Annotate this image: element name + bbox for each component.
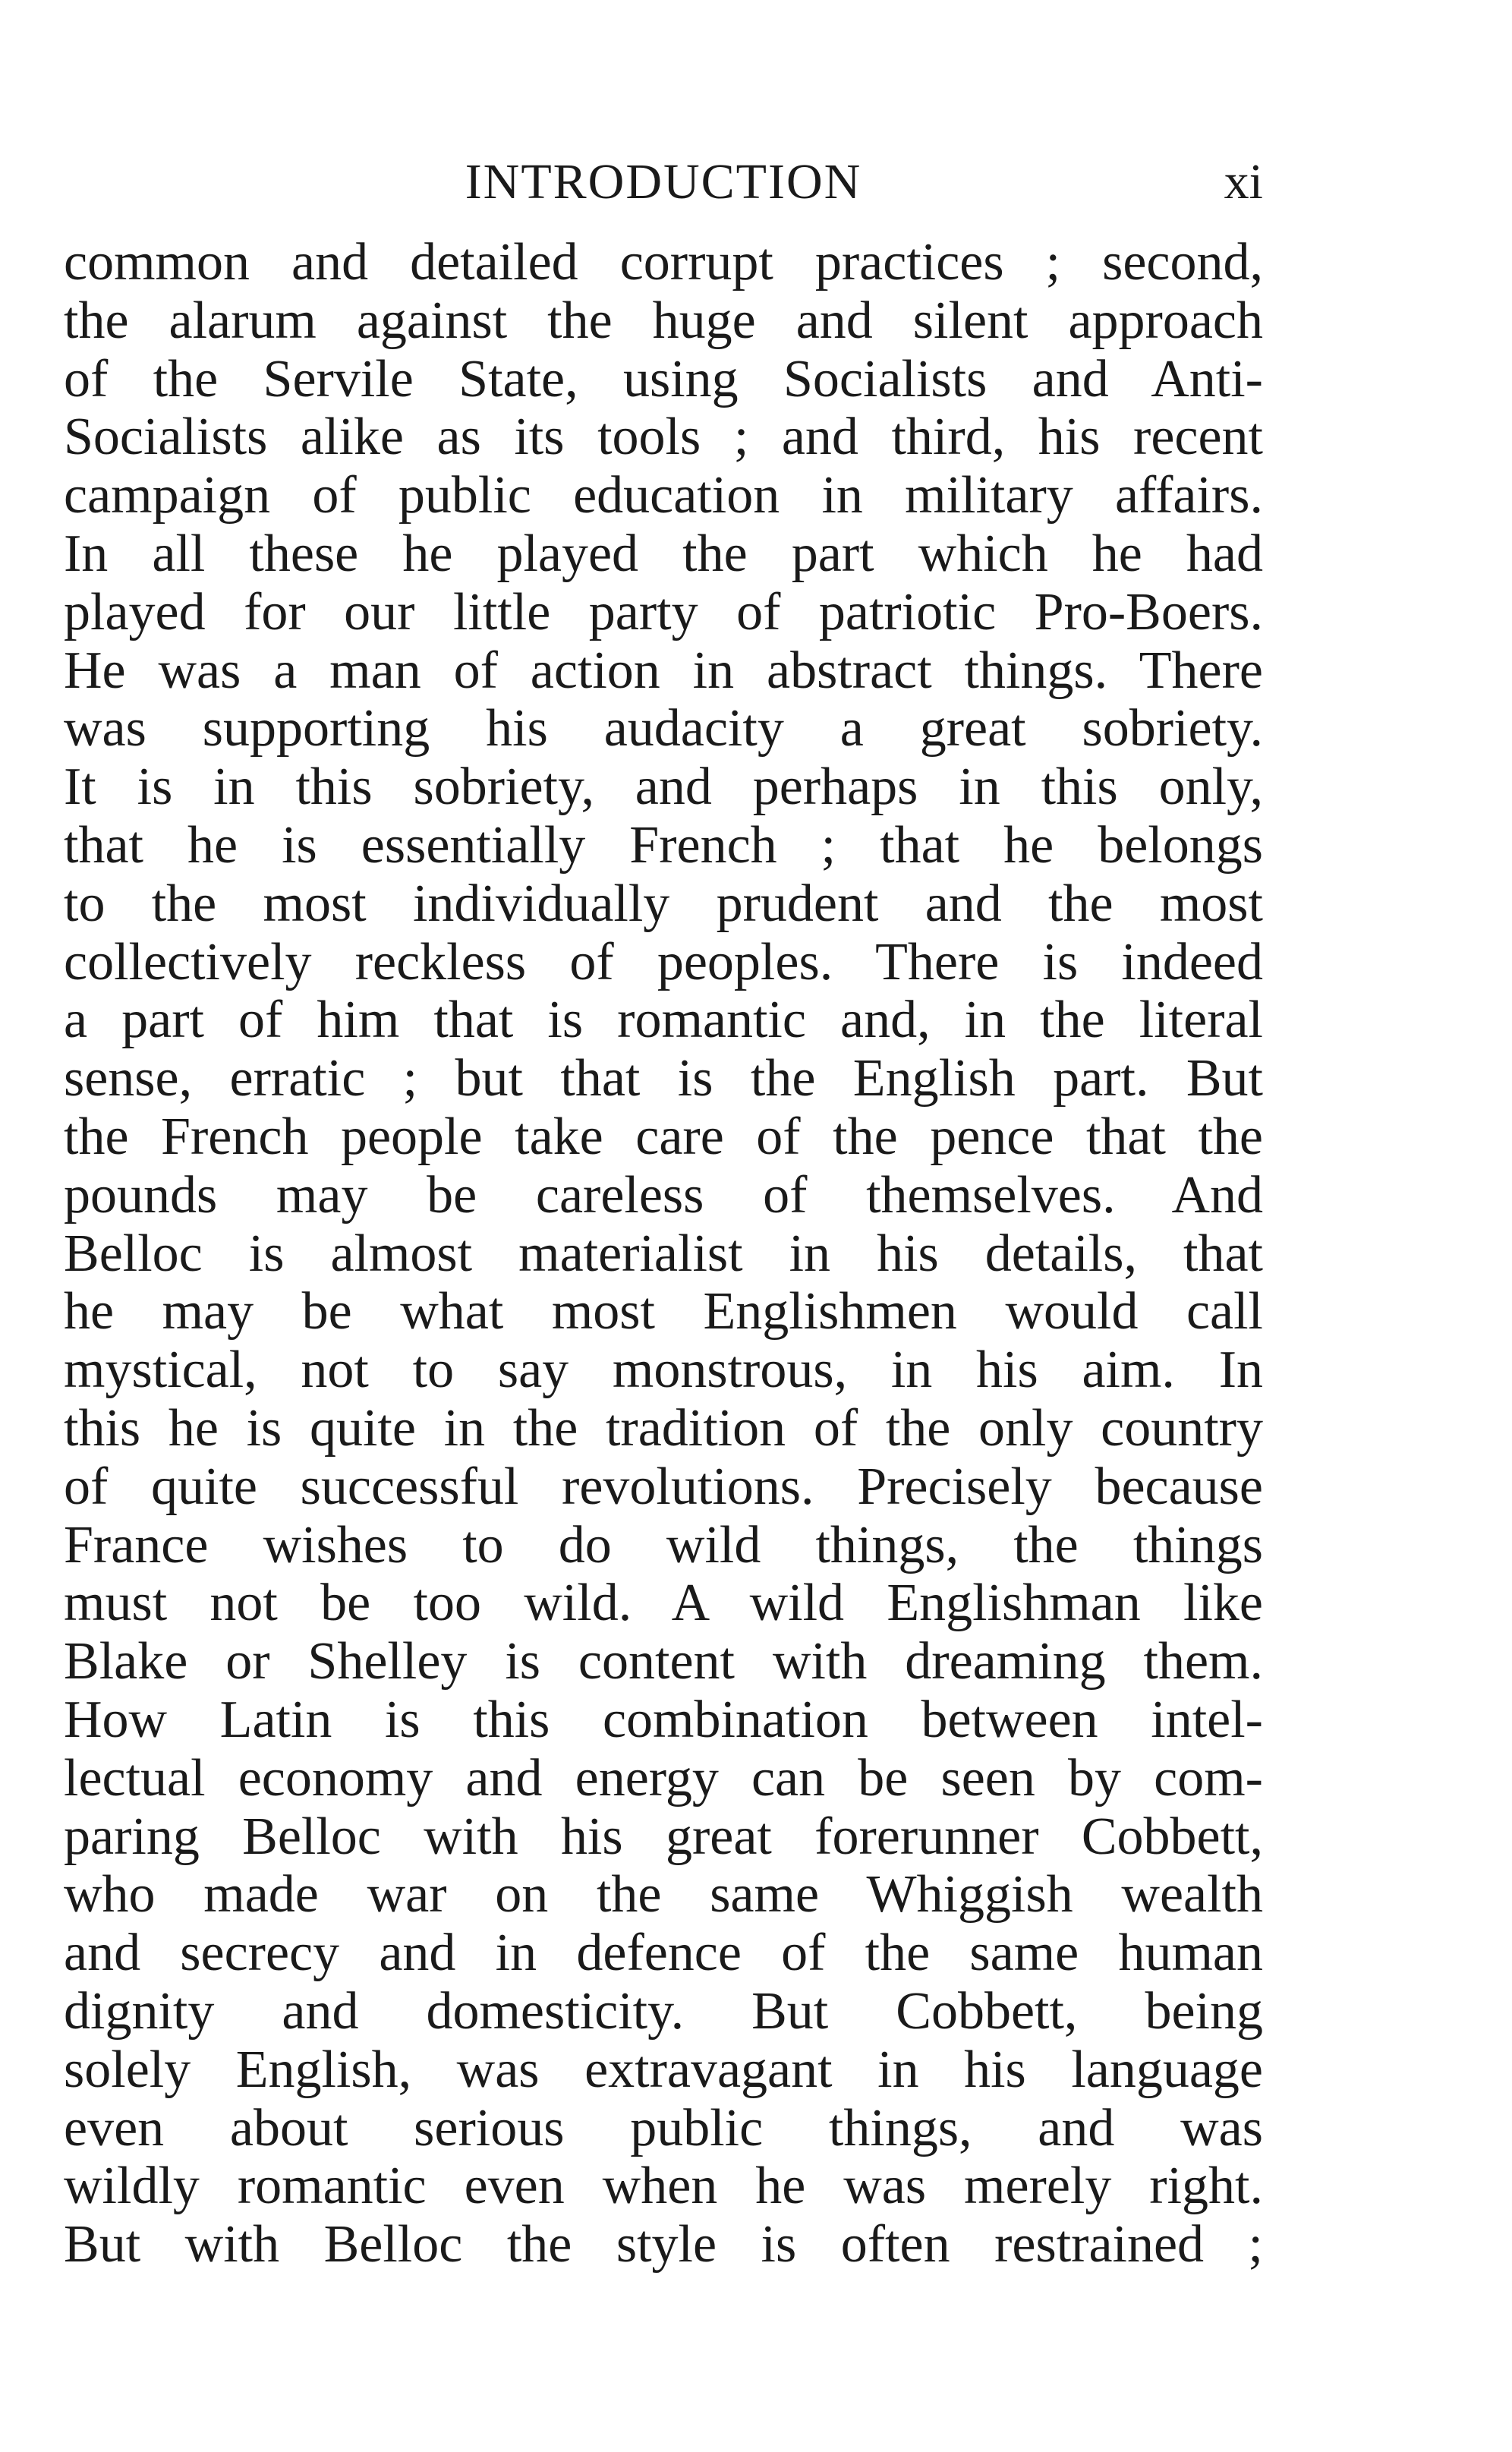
text-line: and secrecy and in defence of the same human bbox=[64, 1924, 1263, 1983]
text-line: to the most individually prudent and the most bbox=[64, 875, 1263, 933]
text-line: Blake or Shelley is content with dreaming them. bbox=[64, 1633, 1263, 1691]
text-line: It is in this sobriety, and perhaps in this only, bbox=[64, 758, 1263, 817]
text-line: of quite successful revolutions. Precisely because bbox=[64, 1458, 1263, 1516]
page-number: xi bbox=[1224, 154, 1263, 210]
text-line: common and detailed corrupt practices ; second, bbox=[64, 234, 1263, 292]
text-line: In all these he played the part which he had bbox=[64, 525, 1263, 583]
text-line: dignity and domesticity. But Cobbett, being bbox=[64, 1982, 1263, 2041]
text-line: who made war on the same Whiggish wealth bbox=[64, 1866, 1263, 1924]
body-text bbox=[64, 234, 1263, 2274]
text-line: wildly romantic even when he was merely right. bbox=[64, 2157, 1263, 2216]
text-line: How Latin is this combination between intel- bbox=[64, 1691, 1263, 1749]
text-line: But with Belloc the style is often restrained ; bbox=[64, 2216, 1263, 2274]
running-title: INTRODUCTION bbox=[465, 154, 862, 210]
text-line: even about serious public things, and was bbox=[64, 2099, 1263, 2157]
text-line: He was a man of action in abstract things. There bbox=[64, 641, 1263, 700]
text-line: a part of him that is romantic and, in the literal bbox=[64, 991, 1263, 1050]
text-line: paring Belloc with his great forerunner Cobbett, bbox=[64, 1807, 1263, 1866]
text-line: solely English, was extravagant in his language bbox=[64, 2041, 1263, 2099]
text-line: lectual economy and energy can be seen by com- bbox=[64, 1749, 1263, 1807]
text-line: collectively reckless of peoples. There is indeed bbox=[64, 933, 1263, 991]
text-line: was supporting his audacity a great sobriety. bbox=[64, 700, 1263, 758]
text-line: he may be what most Englishmen would call bbox=[64, 1283, 1263, 1341]
text-line: the alarum against the huge and silent approach bbox=[64, 292, 1263, 350]
running-head bbox=[64, 144, 1263, 220]
text-line: France wishes to do wild things, the things bbox=[64, 1516, 1263, 1574]
text-line: the French people take care of the pence that the bbox=[64, 1108, 1263, 1166]
text-line: must not be too wild. A wild Englishman like bbox=[64, 1574, 1263, 1633]
text-line: Belloc is almost materialist in his details, that bbox=[64, 1224, 1263, 1283]
text-line: of the Servile State, using Socialists and Anti- bbox=[64, 350, 1263, 408]
text-line: sense, erratic ; but that is the English part. But bbox=[64, 1050, 1263, 1108]
text-line: that he is essentially French ; that he belongs bbox=[64, 816, 1263, 875]
text-line: campaign of public education in military affairs. bbox=[64, 467, 1263, 525]
text-line: mystical, not to say monstrous, in his aim. In bbox=[64, 1341, 1263, 1400]
text-line: this he is quite in the tradition of the only country bbox=[64, 1399, 1263, 1458]
text-line: Socialists alike as its tools ; and third, his recent bbox=[64, 408, 1263, 467]
text-line: played for our little party of patriotic Pro-Boers. bbox=[64, 583, 1263, 641]
text-line: pounds may be careless of themselves. And bbox=[64, 1166, 1263, 1224]
